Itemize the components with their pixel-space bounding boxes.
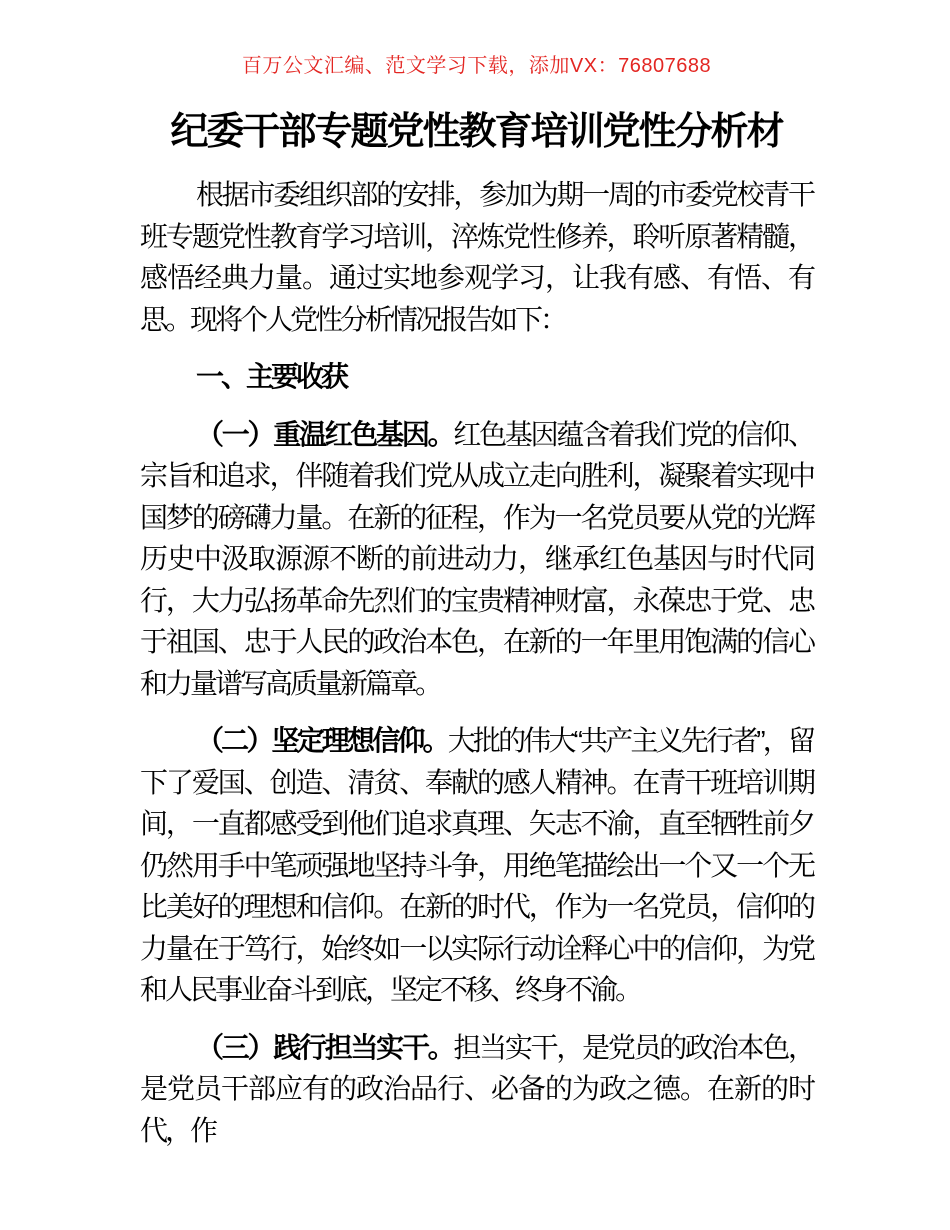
paragraph-lead: （三）践行担当实干。 [196,1031,454,1063]
paragraph-duty-work [140,1027,813,1152]
section-heading-text: 一、主要收获 [196,361,347,392]
promo-notice: 百万公文汇编、范文学习下载，添加VX：76807688 [241,55,712,77]
paragraph-lead: （一）重温红色基因。 [196,418,454,450]
paragraph-intro [140,174,813,340]
document-title: 纪委干部专题党性教育培训党性分析材 [170,111,783,153]
paragraph-text: 担当实干，是党员的政治本色，是党员干部应有的政治品行、必备的为政之德。在新的时代，作 [140,1031,813,1146]
paragraph-text: 根据市委组织部的安排，参加为期一周的市委党校青干班专题党性教育学习培训，淬炼党性修养，聆听原著精髓，感悟经典力量。通过实地参观学习，让我有感、有悟、有思。现将个人党性分析情况报告如下： [140,179,813,335]
section-heading-main-gains [140,356,813,398]
paragraph-red-gene [140,414,813,705]
paragraph-lead: （二）坚定理想信仰。 [196,725,448,756]
paragraph-ideal-faith [140,720,813,1011]
paragraph-text: 大批的伟大“共产主义先行者”，留下了爱国、创造、清贫、奉献的感人精神。在青干班培训期间，一直都感受到他们追求真理、矢志不渝，直至牺牲前夕仍然用手中笔顽强地坚持斗争，用绝笔描绘出一个又一个无比美好的理想和信仰。在新的时代，作为一名党员，信仰的力量在于笃行，始终如一以实际行动诠释心中的信仰，为党和人民事业奋斗到底，坚定不移、终身不渝。 [140,725,813,1005]
paragraph-text: 红色基因蕴含着我们党的信仰、宗旨和追求，伴随着我们党从成立走向胜利，凝聚着实现中国梦的磅礴力量。在新的征程，作为一名党员要从党的光辉历史中汲取源源不断的前进动力，继承红色基因与时代同行，大力弘扬革命先烈们的宝贵精神财富，永葆忠于党、忠于祖国、忠于人民的政治本色，在新的一年里用饱满的信心和力量谱写高质量新篇章。 [140,418,813,699]
